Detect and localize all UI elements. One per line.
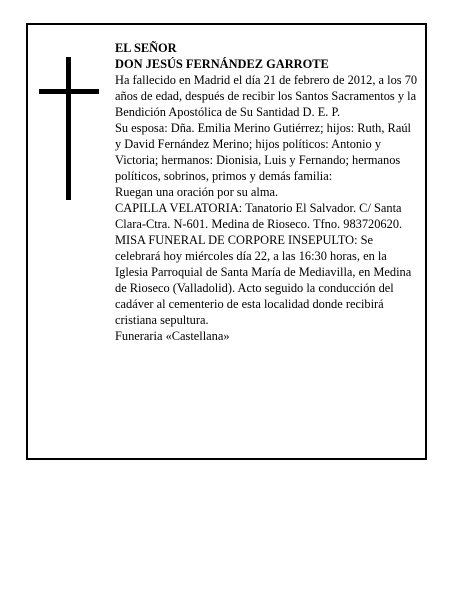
obituary-notice: [26, 23, 427, 460]
funeral-home-paragraph: Funeraria «Castellana»: [115, 329, 230, 343]
death-paragraph: Ha fallecido en Madrid el día 21 de febrero de 2012, a los 70 años de edad, después de recibir los Santos Sacramentos y la Bendición Apostólica de Su Santidad D. E. P.: [115, 73, 418, 119]
prayer-paragraph: Ruegan una oración por su alma.: [115, 185, 279, 199]
chapel-paragraph: CAPILLA VELATORIA: Tanatorio El Salvador. C/ Santa Clara-Ctra. N-601. Medina de Rioseco. Tfno. 983720620.: [115, 201, 403, 231]
family-paragraph: Su esposa: Dña. Emilia Merino Gutiérrez; hijos: Ruth, Raúl y David Fernández Merino; hijos políticos: Antonio y Victoria; hermanos: Dionisia, Luis y Fernando; hermanos políticos, sobrinos, primos y demás familia:: [115, 121, 411, 183]
cross-vertical-bar: [66, 57, 71, 200]
cross-horizontal-bar: [39, 89, 99, 94]
mass-paragraph: MISA FUNERAL DE CORPORE INSEPULTO: Se celebrará hoy miércoles día 22, a las 16:30 horas, en la Iglesia Parroquial de Santa María de Mediavilla, en Medina de Rioseco (Valladolid). Acto seguido la conducción del cadáver al cementerio de esta localidad donde recibirá cristiana sepultura.: [115, 233, 412, 327]
latin-cross-icon: [39, 57, 99, 200]
notice-text: [115, 40, 418, 344]
deceased-title: EL SEÑOR: [115, 41, 177, 55]
deceased-name: DON JESÚS FERNÁNDEZ GARROTE: [115, 57, 329, 71]
